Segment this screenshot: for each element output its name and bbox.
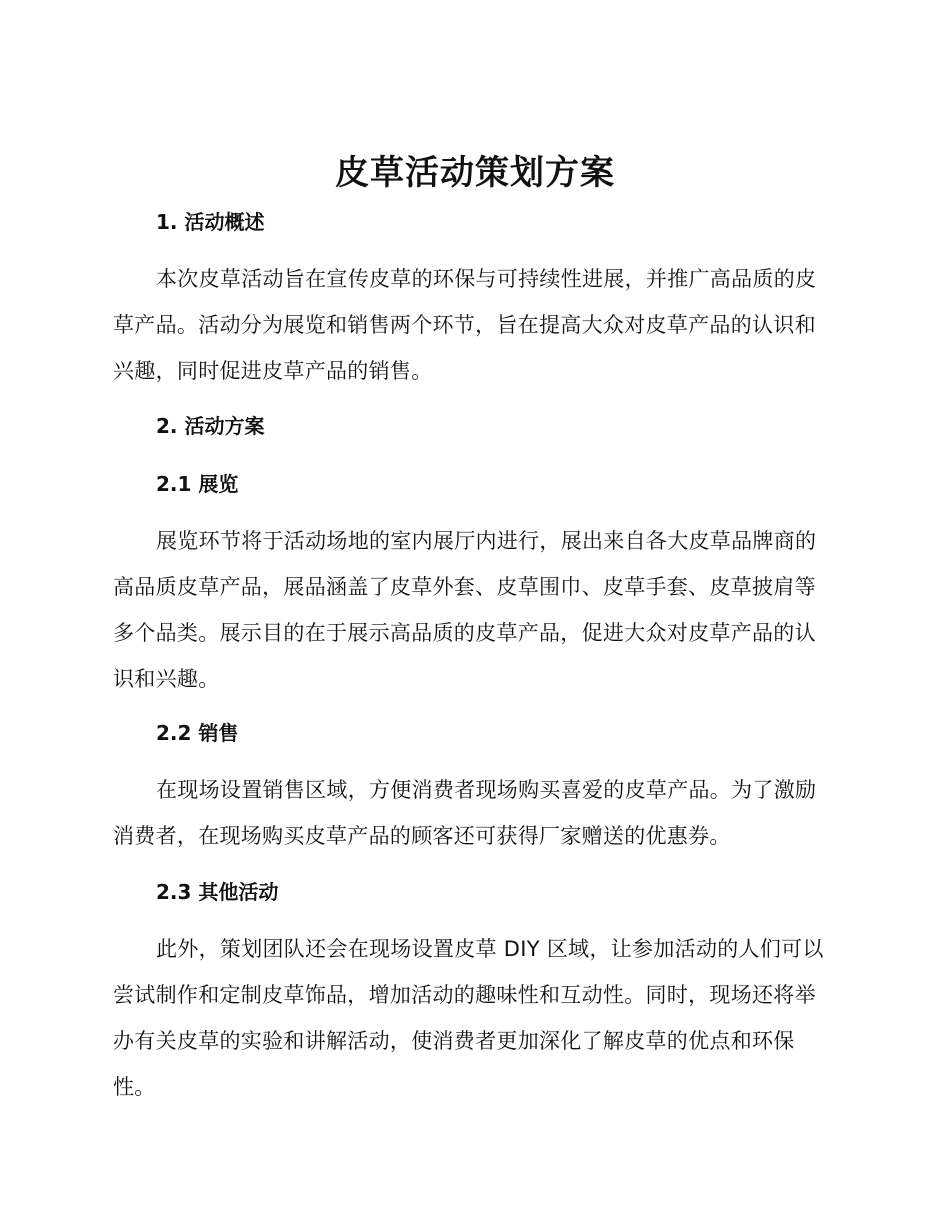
section-heading-overview: 1. 活动概述 bbox=[156, 210, 265, 234]
section-body-overview: 本次皮草活动旨在宣传皮草的环保与可持续性进展，并推广高品质的皮草产品。活动分为展览和销售两个环节，旨在提高大众对皮草产品的认识和兴趣，同时促进皮草产品的销售。 bbox=[113, 267, 817, 383]
section-heading-other-activities: 2.3 其他活动 bbox=[156, 880, 279, 904]
section-heading-exhibition: 2.1 展览 bbox=[156, 472, 239, 496]
section-heading-sales: 2.2 销售 bbox=[156, 721, 239, 745]
section-body-exhibition: 展览环节将于活动场地的室内展厅内进行，展出来自各大皮草品牌商的高品质皮草产品，展品涵盖了皮草外套、皮草围巾、皮草手套、皮草披肩等多个品类。展示目的在于展示高品质的皮草产品，促进大众对皮草产品的认识和兴趣。 bbox=[113, 529, 817, 691]
section-body-sales: 在现场设置销售区域，方便消费者现场购买喜爱的皮草产品。为了激励消费者，在现场购买皮草产品的顾客还可获得厂家赠送的优惠券。 bbox=[113, 778, 817, 848]
section-body-other-activities: 此外，策划团队还会在现场设置皮草 DIY 区域，让参加活动的人们可以尝试制作和定制皮草饰品，增加活动的趣味性和互动性。同时，现场还将举办有关皮草的实验和讲解活动，使消费者更加深化了解皮草的优点和环保性。 bbox=[113, 937, 824, 1099]
section-heading-plan: 2. 活动方案 bbox=[156, 414, 265, 438]
document-title: 皮草活动策划方案 bbox=[335, 153, 615, 193]
